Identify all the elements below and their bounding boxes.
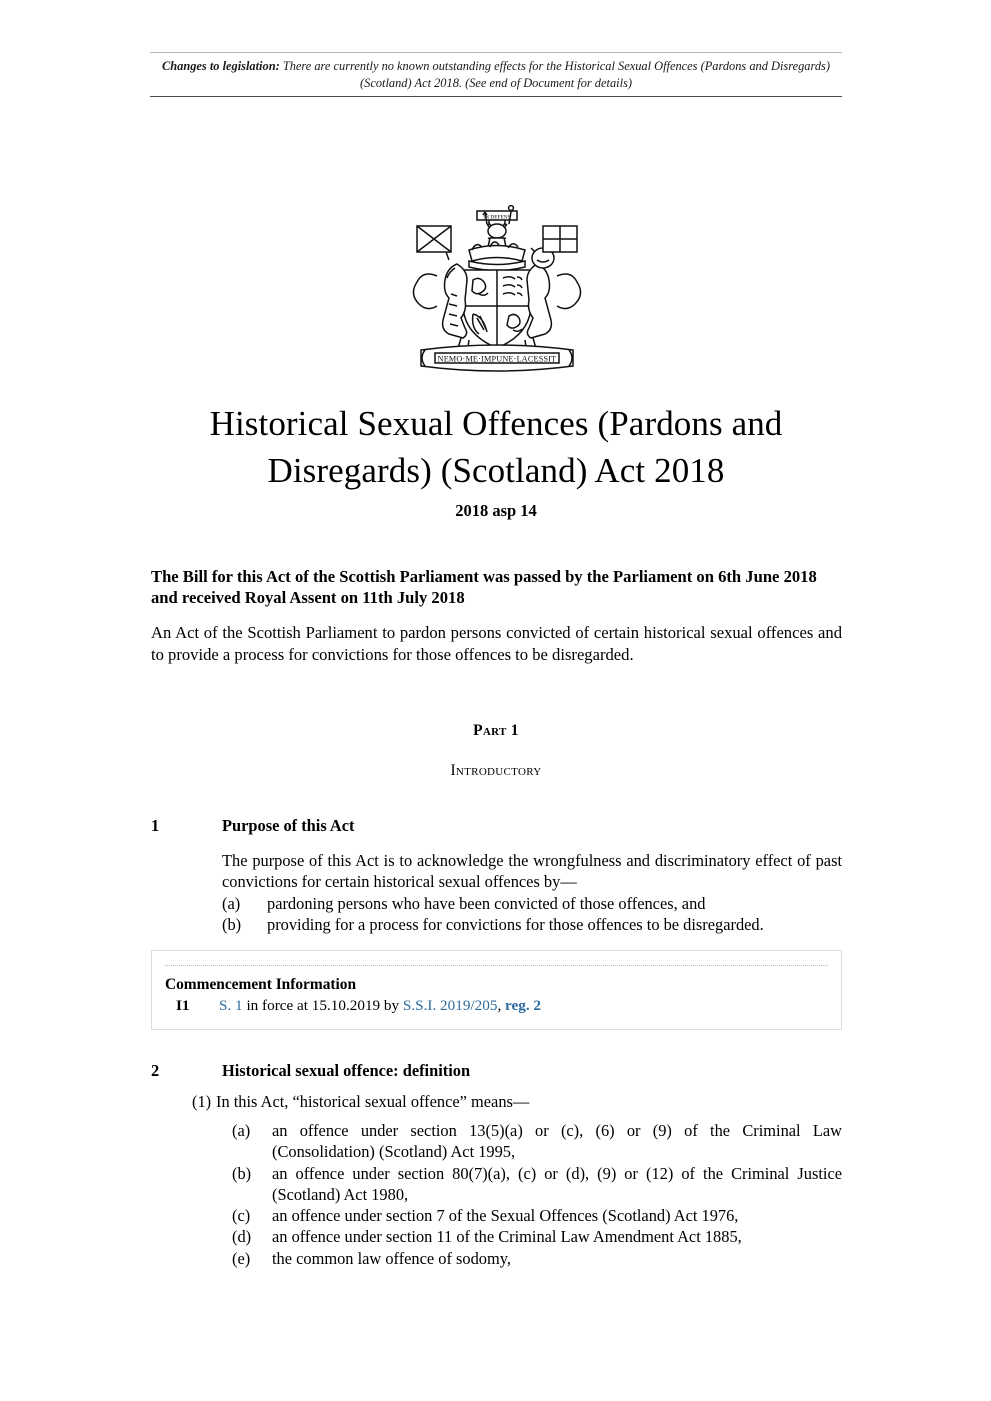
- section-2-list: [232, 1120, 842, 1269]
- list-item-marker: (e): [232, 1248, 251, 1268]
- commencement-comma: ,: [497, 997, 506, 1014]
- commencement-entry-id: I1: [176, 997, 190, 1014]
- subsection-text: In this Act, “historical sexual offence” means—: [216, 1092, 530, 1111]
- section-1-number: 1: [151, 816, 160, 835]
- long-title-preamble: An Act of the Scottish Parliament to pardon persons convicted of certain historical sexual offences and to provide a process for convictions for those offences to be disregarded.: [151, 623, 842, 664]
- list-item: [232, 1163, 842, 1206]
- list-item-text: an offence under section 13(5)(a) or (c), (6) or (9) of the Criminal Law (Consolidation) (Scotland) Act 1995,: [272, 1121, 842, 1162]
- list-item: [222, 893, 842, 914]
- list-item-marker: (b): [232, 1163, 252, 1183]
- list-item-marker: (b): [222, 915, 242, 935]
- list-item-text: the common law offence of sodomy,: [272, 1248, 511, 1268]
- list-item: [222, 914, 842, 935]
- list-item-text: providing for a process for convictions for those offences to be disregarded.: [267, 915, 764, 935]
- part-heading: Part 1: [473, 722, 519, 739]
- list-item-marker: (c): [232, 1206, 251, 1226]
- crest-motto-text: NEMO·ME·IMPUNE·LACESSIT: [437, 354, 556, 364]
- act-title: Historical Sexual Offences (Pardons and Disregards) (Scotland) Act 2018: [209, 404, 783, 490]
- section-2-subsection-1: [192, 1091, 842, 1112]
- list-item: [232, 1120, 842, 1163]
- changes-to-legislation-note: [150, 53, 842, 96]
- list-item-marker: (a): [232, 1121, 251, 1140]
- changes-label: Changes to legislation:: [161, 59, 280, 73]
- list-item-text: an offence under section 11 of the Criminal Law Amendment Act 1885,: [272, 1227, 742, 1247]
- list-item-text: an offence under section 7 of the Sexual Offences (Scotland) Act 1976,: [272, 1206, 739, 1226]
- section-1-heading: [151, 816, 842, 836]
- section-2-title: Historical sexual offence: definition: [222, 1061, 471, 1080]
- section-1-body: The purpose of this Act is to acknowledge the wrongfulness and discriminatory effect of past convictions for certain historical sexual offences by—: [222, 851, 842, 892]
- list-item-marker: (d): [232, 1227, 252, 1247]
- list-item-text: pardoning persons who have been convicted of those offences, and: [267, 894, 706, 913]
- royal-assent-statement: The Bill for this Act of the Scottish Parliament was passed by the Parliament on 6th June 2018 and received Royal Assent on 11th July 2018: [151, 567, 817, 607]
- list-item-marker: (a): [222, 894, 241, 913]
- section-1-list: [222, 893, 842, 936]
- part-subheading: Introductory: [450, 762, 542, 779]
- section-1-title: Purpose of this Act: [222, 816, 355, 835]
- list-item: [232, 1226, 842, 1247]
- changes-text: There are currently no known outstanding effects for the Historical Sexual Offences (Pardons and Disregards) (Scotland) Act 2018. (See end of Document for details): [279, 59, 830, 90]
- commencement-entry: [165, 996, 828, 1016]
- link-ssi-2019-205[interactable]: S.S.I. 2019/205: [402, 997, 498, 1014]
- section-2-heading: [151, 1061, 842, 1081]
- running-header: [150, 52, 842, 97]
- annotation-divider: [165, 965, 828, 966]
- link-section-1[interactable]: S. 1: [219, 997, 243, 1014]
- commencement-mid-text: in force at 15.10.2019 by: [242, 997, 403, 1014]
- act-number: 2018 asp 14: [455, 501, 537, 520]
- title-block: [150, 400, 842, 521]
- commencement-information-box: [151, 950, 842, 1030]
- royal-arms-of-scotland-icon: [0, 198, 991, 383]
- list-item: [232, 1205, 842, 1226]
- section-2-number: 2: [151, 1061, 160, 1080]
- link-reg-2[interactable]: reg. 2: [505, 997, 542, 1014]
- subsection-marker: (1): [192, 1092, 212, 1111]
- commencement-information-title: Commencement Information: [165, 976, 357, 993]
- list-item-text: an offence under section 80(7)(a), (c) or (d), (9) or (12) of the Criminal Justice (Scotland) Act 1980,: [272, 1163, 842, 1204]
- list-item: [232, 1248, 842, 1269]
- crest-banner-text: IN DEFENS: [482, 214, 511, 221]
- header-rule-bottom: [150, 96, 842, 97]
